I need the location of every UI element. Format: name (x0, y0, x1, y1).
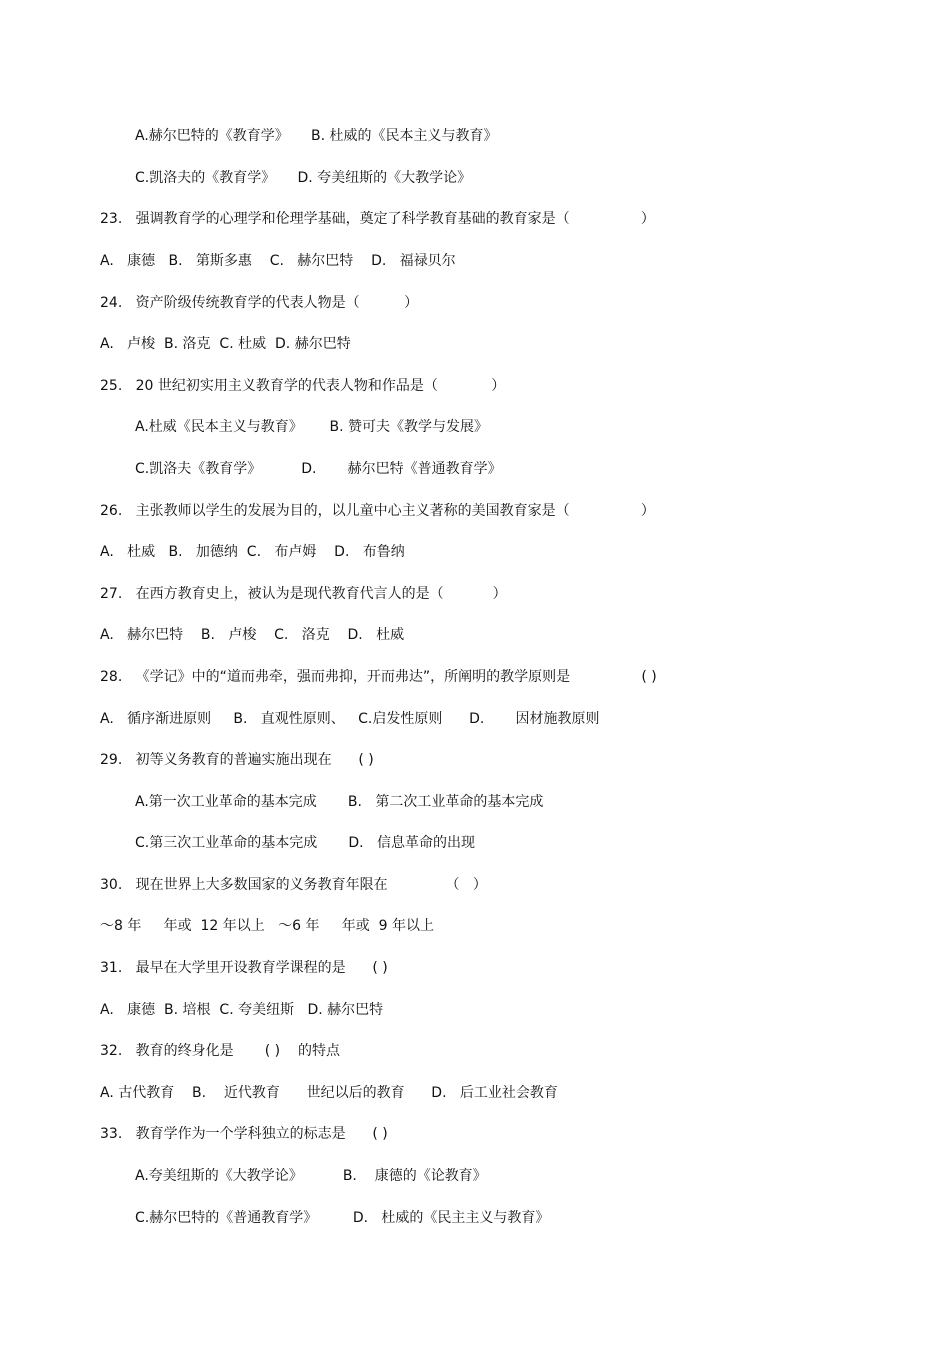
option-line: C.赫尔巴特的《普通教育学》 D. 杜威的《民主主义与教育》 (135, 1210, 550, 1226)
question-32: 32. 教育的终身化是 ( ) 的特点 (100, 1043, 340, 1059)
question-25: 25. 20 世纪初实用主义教育学的代表人物和作品是（ ） (100, 378, 506, 394)
option-line: C.凯洛夫的《教育学》 D. 夸美纽斯的《大教学论》 (135, 170, 472, 186)
option-line: A. 古代教育 B. 近代教育 世纪以后的教育 D. 后工业社会教育 (100, 1085, 558, 1101)
option-line: A.夸美纽斯的《大教学论》 B. 康德的《论教育》 (135, 1168, 487, 1184)
option-line: A. 赫尔巴特 B. 卢梭 C. 洛克 D. 杜威 (100, 627, 405, 643)
question-23: 23. 强调教育学的心理学和伦理学基础，奠定了科学教育基础的教育家是（ ） (100, 211, 655, 227)
option-line: C.凯洛夫《教育学》 D. 赫尔巴特《普通教育学》 (135, 461, 502, 477)
question-29: 29. 初等义务教育的普遍实施出现在 ( ) (100, 752, 374, 768)
question-27: 27. 在西方教育史上，被认为是现代教育代言人的是（ ） (100, 586, 507, 602)
option-line: A.杜威《民本主义与教育》 B. 赞可夫《教学与发展》 (135, 419, 488, 435)
option-line: C.第三次工业革命的基本完成 D. 信息革命的出现 (135, 835, 475, 851)
question-30: 30. 现在世界上大多数国家的义务教育年限在 （ ） (100, 877, 487, 893)
option-line: A. 循序渐进原则 B. 直观性原则、 C.启发性原则 D. 因材施教原则 (100, 711, 600, 727)
option-line: A. 卢梭 B. 洛克 C. 杜威 D. 赫尔巴特 (100, 336, 351, 352)
option-line: A. 康德 B. 培根 C. 夸美纽斯 D. 赫尔巴特 (100, 1002, 384, 1018)
question-28: 28. 《学记》中的“道而弗牵，强而弗抑，开而弗达”，所阐明的教学原则是 ( ) (100, 669, 657, 685)
option-line: A.赫尔巴特的《教育学》 B. 杜威的《民本主义与教育》 (135, 128, 498, 144)
option-line: A.第一次工业革命的基本完成 B. 第二次工业革命的基本完成 (135, 794, 544, 810)
question-24: 24. 资产阶级传统教育学的代表人物是（ ） (100, 295, 419, 311)
option-line: A. 康德 B. 第斯多惠 C. 赫尔巴特 D. 福禄贝尔 (100, 253, 456, 269)
option-line: ～8 年 年或 12 年以上 ～6 年 年或 9 年以上 (100, 918, 434, 934)
option-line: A. 杜威 B. 加德纳 C. 布卢姆 D. 布鲁纳 (100, 544, 405, 560)
question-31: 31. 最早在大学里开设教育学课程的是 ( ) (100, 960, 388, 976)
question-33: 33. 教育学作为一个学科独立的标志是 ( ) (100, 1126, 388, 1142)
question-26: 26. 主张教师以学生的发展为目的，以儿童中心主义著称的美国教育家是（ ） (100, 503, 655, 519)
